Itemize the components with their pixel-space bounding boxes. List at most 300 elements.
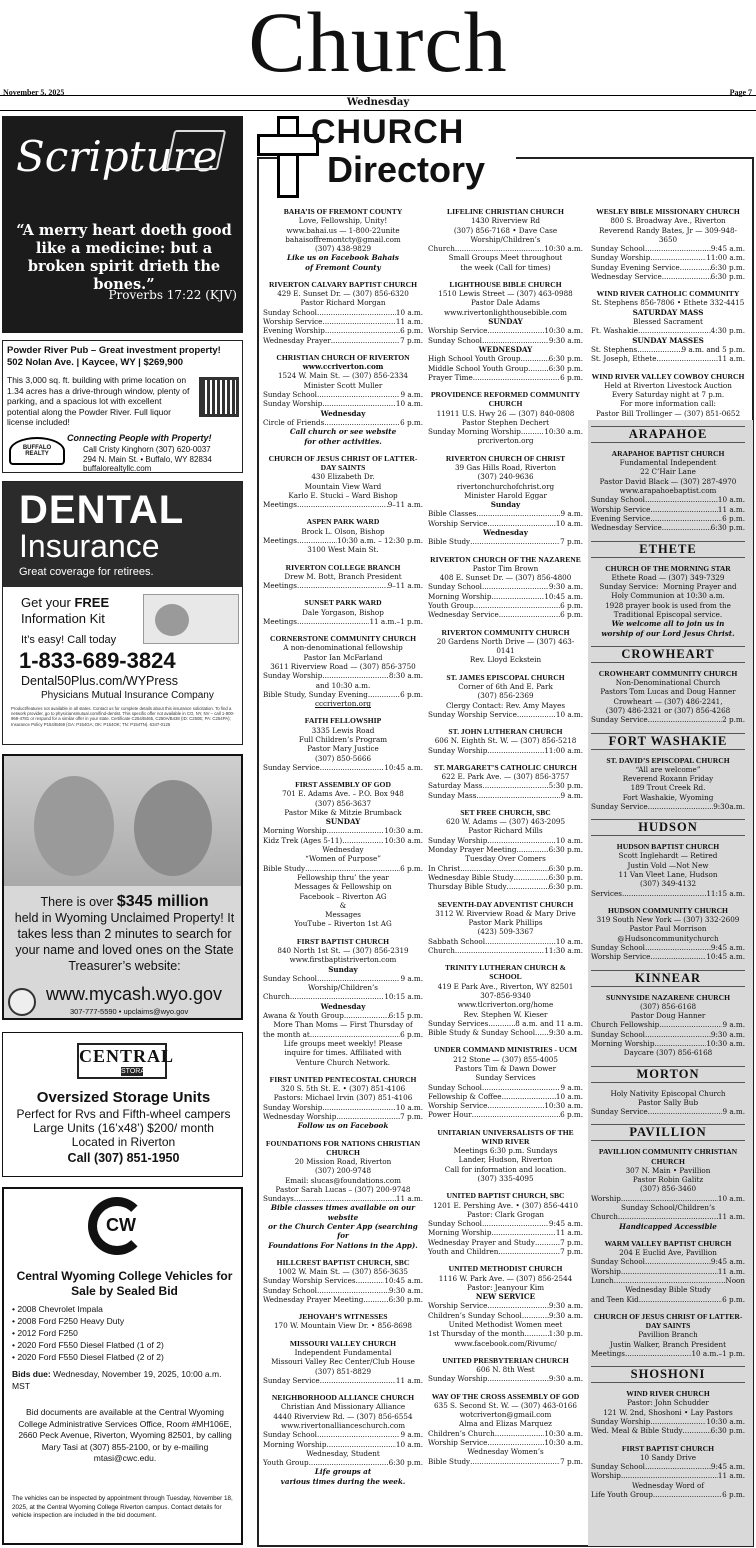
divider <box>0 110 756 111</box>
dot-leader <box>645 1462 711 1471</box>
entry-line: www.firstbaptistriverton.com <box>289 955 397 965</box>
town-heading: CROWHEART <box>591 646 745 663</box>
entry-line: Pastor: John Schudder <box>627 1398 709 1408</box>
entry-line: 4440 Riverview Rd. — (307) 856-6554 <box>273 1411 413 1421</box>
church-name: SUNNYSIDE NAZARENE CHURCH <box>605 992 731 1002</box>
church-entry <box>428 900 583 956</box>
service-time-row <box>591 1030 745 1039</box>
entry-line: Pastor: Jeanyour Kim <box>466 1282 545 1292</box>
entry-line: Pastor Richard Mills <box>468 826 543 836</box>
weekday: Wednesday <box>346 97 410 108</box>
service-name: Thursday Bible Study <box>428 882 507 892</box>
service-time-row <box>263 536 423 545</box>
service-time-row <box>591 1267 745 1276</box>
entry-line: Reverend Roxann Friday <box>622 774 714 783</box>
dot-leader <box>487 1438 544 1447</box>
entry-line: cccriverton.org <box>314 699 372 709</box>
entry-line: Fellowship thru’ the year <box>297 872 389 882</box>
dot-leader <box>455 244 544 253</box>
dot-leader <box>482 336 549 345</box>
body-line: Perfect for Rvs and Fifth-wheel campers <box>16 1107 231 1121</box>
service-name: Sunday Worship <box>428 745 488 755</box>
entry-line: 204 E Euclid Ave, Pavillion <box>619 1248 717 1258</box>
dot-leader <box>473 373 560 382</box>
service-time-row <box>428 537 583 546</box>
service-time-row <box>428 1438 583 1447</box>
entry-line: Traditional Episcopal service. <box>613 609 723 619</box>
church-entry <box>428 963 583 1037</box>
service-time-row <box>263 836 423 845</box>
service-time: 11 a.m. <box>717 354 745 364</box>
service-time: 10 a.m.–1 p.m. <box>691 1348 745 1358</box>
service-time-row <box>428 509 583 518</box>
entry-line: Holy Nativity Episcopal Church <box>610 1088 726 1098</box>
entry-line: 3611 Riverview Road — (307) 856-3750 <box>270 661 416 671</box>
directory-column-3 <box>591 207 745 1507</box>
dot-leader <box>474 601 561 610</box>
church-entry <box>428 1045 583 1119</box>
service-time-row <box>428 1092 583 1101</box>
service-time: 10 a.m. <box>555 518 583 528</box>
ad-title: Central Wyoming College Vehicles for Sale by Sealed Bid <box>16 1269 233 1298</box>
entry-line: wotcriverton@gmail.com <box>459 1410 552 1420</box>
entry-line: 408 E. Sunset Dr. — (307) 856-4800 <box>439 573 572 583</box>
ad-body <box>8 894 241 974</box>
service-name: Worship <box>591 1471 621 1481</box>
service-time-row <box>263 671 423 680</box>
entry-line: Alma and Elizas Marquez <box>459 1419 552 1429</box>
service-time-row <box>428 791 583 800</box>
service-time: 9 a.m. <box>560 1082 583 1092</box>
service-name: Sunday Mass <box>428 790 477 800</box>
entry-line: Life groups at <box>314 1467 372 1477</box>
church-entry <box>591 842 745 898</box>
dot-leader <box>342 836 384 845</box>
service-name: Wednesday Service <box>591 523 662 533</box>
service-time: 6 p.m. <box>400 863 423 873</box>
service-name: Worship Service <box>591 504 651 514</box>
dental-cta: It’s easy! Call today <box>21 634 117 646</box>
dot-leader <box>495 1429 545 1438</box>
dot-leader <box>621 1471 718 1480</box>
service-name: Sunday School <box>263 973 317 983</box>
entry-line: (307) 850-5666 <box>314 753 372 763</box>
offer-free: FREE <box>74 595 110 610</box>
entry-line: Every Saturday night at 7 p.m. <box>611 390 725 400</box>
dot-leader <box>476 791 560 800</box>
service-name: Worship Service <box>428 1101 488 1111</box>
church-name: ARAPAHOE BAPTIST CHURCH <box>611 448 725 458</box>
masthead <box>0 0 756 108</box>
service-time: 9:45 a.m. <box>710 1462 745 1472</box>
service-name: Sabbath School <box>428 936 486 946</box>
service-name: Wednesday Service <box>428 610 499 620</box>
service-time-row <box>428 1429 583 1438</box>
service-time-row <box>591 1212 745 1221</box>
church-name: MISSOURI VALLEY CHURCH <box>289 1338 397 1348</box>
entry-line: Pastor Mark Phillips <box>468 918 543 928</box>
church-entry <box>428 454 583 547</box>
entry-line: (307) 856-6168 <box>639 1001 697 1011</box>
church-entry <box>263 1075 423 1131</box>
service-time: 10:45 a.m. <box>544 591 583 601</box>
service-time-row <box>428 781 583 790</box>
entry-line: A non-denominational fellowship <box>283 643 403 653</box>
service-time-row <box>591 244 745 253</box>
service-time-row <box>591 802 745 811</box>
dot-leader <box>487 519 555 528</box>
church-entry <box>263 1258 423 1304</box>
entry-line: Venture Church Network. <box>295 1057 391 1067</box>
entry-line: Blessed Sacrament <box>633 317 703 327</box>
entry-line: 419 E Park Ave., Riverton, WY 82501 <box>437 981 574 991</box>
service-name: Worship Service <box>428 326 488 336</box>
service-time: 10:30 a.m. <box>706 1417 745 1426</box>
service-time-row <box>263 1112 423 1121</box>
service-time: 6:30 p.m. <box>548 872 583 882</box>
service-name: Sunday Service <box>591 801 648 811</box>
service-time-row <box>591 1462 745 1471</box>
service-name: Sunday Worship <box>263 399 323 409</box>
service-time-row <box>428 1301 583 1310</box>
church-name: BAHA’IS OF FREMONT COUNTY <box>283 207 403 216</box>
church-name: FIRST BAPTIST CHURCH <box>621 1443 715 1453</box>
ad-footnote: The vehicles can be inspected by appointment through Tuesday, November 18, 2025, at the Central Wyoming College Riverton campus. Contact details for vehicle inspection are included in the bid document. <box>12 1495 233 1519</box>
church-entry <box>428 390 583 446</box>
entry-line: NEW SERVICE <box>475 1292 536 1302</box>
entry-line: (307) 240-9636 <box>477 472 534 482</box>
dot-leader <box>648 715 722 724</box>
entry-line: Pastor Sarah Lucas – (307) 200-9748 <box>275 1184 411 1194</box>
entry-line: “All are welcome” <box>635 764 701 774</box>
dental-header <box>3 482 243 587</box>
dot-leader <box>325 326 400 335</box>
entry-line: (423) 509-3367 <box>477 927 534 937</box>
service-time-row <box>591 1194 745 1203</box>
service-time-row <box>263 1011 423 1020</box>
dot-leader <box>356 1276 385 1285</box>
dot-leader <box>326 1440 395 1449</box>
service-name: Sunday Service <box>263 762 320 772</box>
service-time-row <box>428 937 583 946</box>
entry-line: Justin Vold —Not New <box>627 860 709 870</box>
entry-line: Messages <box>325 910 361 920</box>
service-name: Sunday School <box>591 244 645 254</box>
entry-line: 701 E. Adams Ave. – P.O. Box 948 <box>282 789 404 799</box>
service-name: Sunday School <box>591 1462 645 1472</box>
church-name: CROWHEART COMMUNITY CHURCH <box>598 668 738 678</box>
entry-line: Ethete Road — (307) 349-7329 <box>611 572 725 582</box>
service-name: Sunday Worship <box>428 1374 488 1384</box>
service-time: 10:30 a.m. <box>544 1101 583 1111</box>
service-time-row <box>263 1030 423 1039</box>
church-name: JEHOVAH’S WITNESSES <box>298 1312 388 1322</box>
service-time: 6:30 p.m. <box>548 363 583 373</box>
realty-logo: BUFFALO REALTY <box>9 437 65 465</box>
service-name: Children’s Sunday School <box>428 1310 522 1320</box>
church-entry <box>428 1191 583 1256</box>
service-time: 10 a.m. <box>717 1193 745 1203</box>
service-name: Children’s Church <box>428 1428 495 1438</box>
entry-line: Love, Fellowship, Unity! <box>298 216 388 226</box>
dot-leader <box>344 1011 389 1020</box>
dental-phone: 1-833-689-3824 <box>19 648 176 673</box>
service-name: Sunday Worship Service <box>428 709 517 719</box>
service-time-row <box>428 1028 583 1037</box>
powder-river-ad <box>2 340 243 473</box>
dot-leader <box>320 1376 396 1385</box>
service-time-row <box>591 523 745 532</box>
service-time: 6:30 p.m. <box>710 1426 745 1436</box>
church-name: WIND RIVER CATHOLIC COMMUNITY <box>596 289 740 299</box>
dot-leader <box>322 1103 396 1112</box>
service-time: 6:30 p.m. <box>548 845 583 855</box>
service-name: Circle of Friends <box>263 417 325 427</box>
service-name: and Teen Kid <box>591 1294 639 1304</box>
church-name: CHURCH OF JESUS CHRIST OF LATTER-DAY SAINTS <box>268 453 418 473</box>
entry-line: prcriverton.org <box>477 436 534 446</box>
service-time: 10:30 a.m. <box>706 1038 745 1048</box>
service-time-row <box>428 1101 583 1110</box>
entry-line: Handicapped Accessible <box>619 1221 717 1231</box>
service-time: 7 p.m. <box>560 1237 583 1247</box>
unclaimed-property-ad <box>2 754 243 1020</box>
cross-icon <box>277 116 299 198</box>
service-name: Bible Study, Sunday Evening <box>263 689 368 699</box>
service-name: Worship <box>591 1193 621 1203</box>
dental-tagline: Great coverage for retirees. <box>19 566 154 578</box>
service-time-row <box>263 690 423 699</box>
town-heading: ARAPAHOE <box>591 426 745 443</box>
dot-leader <box>648 802 714 811</box>
dot-leader <box>487 326 544 335</box>
entry-line: Small Groups Meet throughout <box>448 253 563 263</box>
church-entry <box>591 1089 745 1117</box>
service-time-row <box>428 427 583 436</box>
service-name: the month at <box>263 1029 310 1039</box>
entry-line: Pastor Dale Adams <box>471 298 540 308</box>
service-time: 10:30 a.m. <box>544 1438 583 1448</box>
entry-line: Rev. Lloyd Eckstein <box>469 655 542 665</box>
service-time-row <box>263 1286 423 1295</box>
service-time-row <box>591 253 745 262</box>
entry-line: 189 Trout Creek Rd. <box>630 783 706 793</box>
entry-line: Scott Inglehardt — Retired <box>618 851 718 861</box>
cwc-logo-text: CW <box>106 1215 136 1235</box>
storage-logo <box>77 1043 175 1079</box>
entry-line: Wednesday <box>483 528 528 538</box>
dot-leader <box>650 253 706 262</box>
service-time: 9 a.m. <box>400 1430 423 1440</box>
service-name: Lunch <box>591 1276 614 1286</box>
dot-leader <box>517 710 556 719</box>
entry-line: (307) 856-3637 <box>314 798 372 808</box>
dot-leader <box>680 263 711 272</box>
service-name: Youth Group <box>428 601 474 611</box>
entry-line: rivertonchurchofchrist.org <box>456 481 555 491</box>
entry-line: various times during the week. <box>280 1476 406 1486</box>
amount: $345 million <box>116 893 209 910</box>
service-time-row <box>591 1426 745 1435</box>
service-time-row <box>263 763 423 772</box>
entry-line: More Than Moms — First Thursday of <box>273 1020 413 1030</box>
entry-line: Pastors Tom Lucas and Doug Hanner <box>600 687 736 697</box>
service-time: 10:30 a.m. <box>544 1428 583 1438</box>
church-entry <box>591 993 745 1058</box>
town-heading: SHOSHONI <box>591 1366 745 1383</box>
entry-line: Foundations For Nations in the App). <box>268 1240 418 1250</box>
ad-body: This 3,000 sq. ft. building with prime location on 1.34 acres has a drive-through window, plenty of parking, and a spacious lot with excellent potential along the Powder River. Full liquor license included! <box>7 375 190 427</box>
dot-leader <box>645 943 711 952</box>
service-name: Morning Worship <box>263 1439 327 1449</box>
entry-line: 430 Elizabeth Dr. <box>311 472 375 482</box>
service-time: 11 a.m.–1 p.m. <box>369 616 423 626</box>
service-time: 6 p.m. <box>400 417 423 427</box>
directory-title: CHURCH <box>311 113 465 151</box>
entry-line: Pastors: Michael Irvin (307) 851-4106 <box>273 1093 413 1103</box>
service-time: 7 p.m. <box>400 1111 423 1121</box>
entry-line: Pastor Sally Bub <box>637 1097 699 1107</box>
entry-line: worship of our Lord Jesus Christ. <box>601 628 735 638</box>
service-time-row <box>263 864 423 873</box>
ad-contact <box>83 445 212 473</box>
church-entry <box>591 1389 745 1435</box>
service-time: 9:45 a.m. <box>548 1219 583 1229</box>
service-time: 10:15 a.m. <box>384 992 423 1002</box>
church-entry <box>263 563 423 591</box>
service-time: Noon <box>725 1276 745 1286</box>
church-name: CHURCH OF THE MORNING STAR <box>605 563 731 573</box>
service-time: 9:30 a.m. <box>548 582 583 592</box>
church-name: FIRST UNITED PENTECOSTAL CHURCH <box>269 1074 417 1084</box>
dot-leader <box>309 1458 389 1467</box>
church-name: RIVERTON CALVARY BAPTIST CHURCH <box>268 279 418 289</box>
service-time: 6 p.m. <box>400 689 423 699</box>
dot-leader <box>485 937 556 946</box>
service-time: 11 a.m. <box>395 317 423 327</box>
entry-line: 622 E. Park Ave. — (307) 856-3757 <box>441 772 570 782</box>
entry-line: 307 N. Main • Pavillion <box>625 1165 711 1175</box>
entry-line: Life groups meet weekly! Please <box>283 1038 403 1048</box>
service-time-row <box>428 326 583 335</box>
service-time: 9 a.m. <box>560 790 583 800</box>
dot-leader <box>524 1329 548 1338</box>
church-name: CHURCH OF JESUS CHRIST OF LATTER-DAY SAINTS <box>593 1311 743 1331</box>
entry-line: Pastor: Clark Grogan <box>466 1209 545 1219</box>
service-time-row <box>263 399 423 408</box>
service-time-row <box>428 519 583 528</box>
service-name: Bible Study <box>428 1456 471 1466</box>
service-name: Sunday School <box>428 1082 482 1092</box>
dot-leader <box>535 1238 560 1247</box>
service-time: 10 a.m. <box>717 495 745 505</box>
church-name: NEIGHBORHOOD ALLIANCE CHURCH <box>271 1393 415 1403</box>
dot-leader <box>639 1295 722 1304</box>
entry-line: Daycare (307) 856-6168 <box>623 1048 713 1058</box>
dot-leader <box>297 617 369 626</box>
dot-leader <box>502 1092 556 1101</box>
dot-leader <box>521 427 544 436</box>
service-time: 11:15 a.m. <box>706 888 745 898</box>
entry-line: Brock L. Olson, Bishop <box>301 526 385 536</box>
service-name: Fellowship & Coffee <box>428 1091 502 1101</box>
service-time: 6 p.m. <box>400 1029 423 1039</box>
divider <box>0 95 756 96</box>
church-entry <box>263 780 423 929</box>
offer-text: Information Kit <box>21 611 105 626</box>
service-time: 10:30 a.m. <box>544 427 583 437</box>
church-name: UNITED BAPTIST CHURCH, SBC <box>446 1191 565 1201</box>
dental-title: DENTAL <box>19 488 185 532</box>
apple-icon <box>155 604 189 636</box>
face-icon <box>134 780 212 876</box>
town-heading: FORT WASHAKIE <box>591 733 745 750</box>
dot-leader <box>294 1194 396 1203</box>
church-entry <box>428 727 583 755</box>
service-time: 9:45 a.m. <box>710 1257 745 1267</box>
service-time: 11:30 a.m. <box>544 945 583 955</box>
service-name: Prayer Time <box>428 372 473 382</box>
service-time-row <box>428 336 583 345</box>
church-entry <box>263 598 423 626</box>
entry-line: Karlo E. Stucki – Ward Bishop <box>288 490 398 500</box>
service-time: 11 a.m. <box>717 1471 745 1481</box>
church-name: RIVERTON CHURCH OF CHRIST <box>445 453 566 463</box>
service-time-row <box>263 826 423 835</box>
dot-leader <box>650 1417 706 1426</box>
dot-leader <box>305 864 400 873</box>
entry-line: (307) 856-7168 • Dave Case <box>453 225 558 235</box>
church-entry <box>263 454 423 510</box>
church-name: TRINITY LUTHERAN CHURCH & SCHOOL <box>444 963 567 982</box>
service-time: 6 p.m. <box>560 601 583 611</box>
body-text: There is over <box>40 895 117 909</box>
service-time-row <box>428 373 583 382</box>
entry-line: Independent Fundamental <box>294 1347 392 1357</box>
service-time: 10:30 a.m. – 12:30 p.m. <box>337 535 423 545</box>
dot-leader <box>322 399 396 408</box>
service-name: Worship Service <box>428 1301 488 1311</box>
church-name: UNITED PRESBYTERIAN CHURCH <box>442 1355 569 1365</box>
dot-leader <box>488 1019 515 1028</box>
church-name: LIGHTHOUSE BIBLE CHURCH <box>449 279 562 289</box>
directory-subtitle: Directory <box>327 149 486 190</box>
dot-leader <box>621 1267 718 1276</box>
entry-line: Facebook – Riverton AG <box>299 891 387 901</box>
service-name: Bible Classes <box>428 509 477 519</box>
service-name: Kidz Trek (Ages 5-11) <box>263 835 343 845</box>
entry-line: 800 S. Broadway Ave., Riverton <box>610 216 726 226</box>
service-time: 10:45 a.m. <box>384 1276 423 1286</box>
entry-line: (307) 349-4132 <box>639 879 697 889</box>
dot-leader <box>507 882 549 891</box>
church-name: ASPEN PARK WARD <box>306 517 380 527</box>
service-time-row <box>263 992 423 1001</box>
entry-line: Pastor Robin Galitz <box>632 1175 704 1185</box>
church-name: ST. JAMES EPISCOPAL CHURCH <box>446 672 565 682</box>
church-name: FIRST BAPTIST CHURCH <box>296 936 390 946</box>
dot-leader <box>521 354 549 363</box>
vehicle-list <box>12 1303 164 1363</box>
service-time-row <box>428 364 583 373</box>
dot-leader <box>317 974 401 983</box>
entry-line: “Women of Purpose” <box>305 854 381 864</box>
service-time: 11:00 a.m. <box>544 745 583 755</box>
service-time: 6:30 p.m. <box>548 882 583 892</box>
church-name: PROVIDENCE REFORMED COMMUNITY CHURCH <box>430 390 581 409</box>
service-time-row <box>263 1194 423 1203</box>
entry-line: (307) 856-2369 <box>477 691 534 701</box>
